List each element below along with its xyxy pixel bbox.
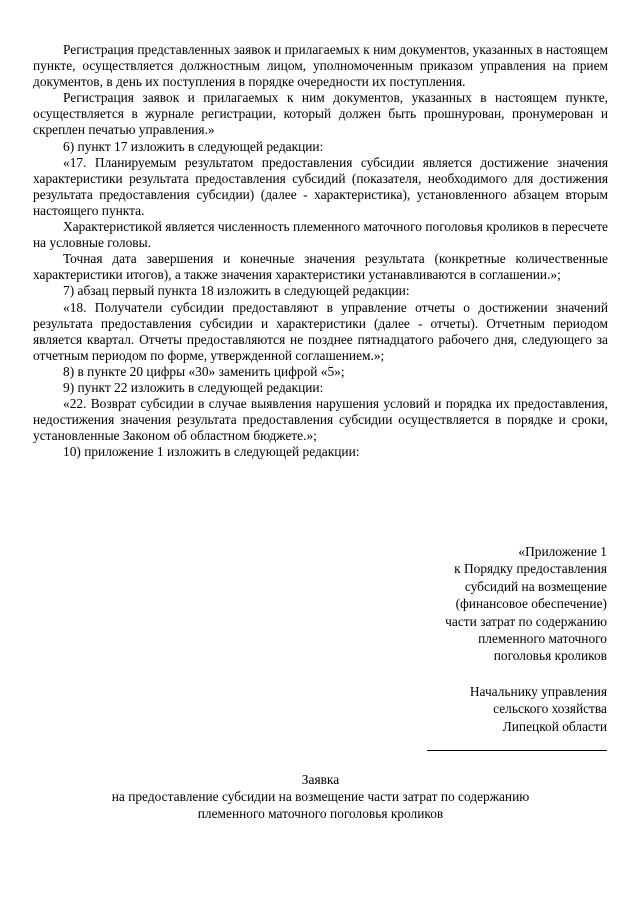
paragraph: 8) в пункте 20 цифры «30» заменить цифрой «5»; xyxy=(63,363,345,379)
request-subtitle-line: на предоставление субсидии на возмещение части затрат по содержанию xyxy=(111,788,530,804)
appendix-line: части затрат по содержанию xyxy=(445,613,607,629)
signature-underline xyxy=(427,750,607,751)
request-subtitle-line: племенного маточного поголовья кроликов xyxy=(197,805,444,821)
appendix-line: к Порядку предоставления xyxy=(454,561,607,577)
paragraph: «22. Возврат субсидии в случае выявления нарушения условий и порядка их предоставления, недостижения значения результата предоставления субсидии осуществляется в порядке и сроки, установленные Законом об областном бюджете.»; xyxy=(33,396,608,444)
appendix-line: «Приложение 1 xyxy=(518,544,607,559)
paragraph: Регистрация представленных заявок и прилагаемых к ним документов, указанных в настоящем пункте, осуществляется должностным лицом, уполномоченным приказом управления на прием документов, в день их поступления в порядке очередности их поступления. xyxy=(33,42,608,90)
addressee-line: Липецкой области xyxy=(502,718,607,734)
paragraph: 10) приложение 1 изложить в следующей редакции: xyxy=(63,444,360,460)
paragraph: 6) пункт 17 изложить в следующей редакции: xyxy=(63,138,324,154)
appendix-line: (финансовое обеспечение) xyxy=(455,596,607,612)
appendix-line: субсидий на возмещение xyxy=(464,578,607,594)
addressee-block xyxy=(347,683,607,735)
appendix-line: племенного маточного xyxy=(478,631,607,647)
paragraph: Регистрация заявок и прилагаемых к ним документов, указанных в настоящем пункте, осуществляется в журнале регистрации, который должен быть прошнурован, пронумерован и скреплен печатью управления.» xyxy=(33,90,608,138)
addressee-line: Начальнику управления xyxy=(469,684,607,699)
paragraph: «17. Планируемым результатом предоставления субсидии является достижение значения характеристики результата предоставления субсидий (показателя, необходимого для достижения результата предоставления субсидии) (далее - характеристика), установленного абзацем вторым настоящего пункта. xyxy=(33,154,608,218)
appendix-header xyxy=(347,543,607,665)
request-title: Заявка xyxy=(301,772,340,787)
paragraph: «18. Получатели субсидии предоставляют в управление отчеты о достижении значений результата предоставления субсидии и характеристики (далее - отчеты). Отчетным периодом является квартал. Отчеты предоставляются не позднее пятнадцатого рабочего дня, следующего за отчетным периодом по форме, утвержденной соглашением.»; xyxy=(33,299,608,363)
paragraph: 7) абзац первый пункта 18 изложить в следующей редакции: xyxy=(63,283,410,299)
paragraph: Точная дата завершения и конечные значения результата (конкретные количественные характеристики итогов), а также значения характеристики устанавливаются в соглашении.»; xyxy=(33,251,608,283)
addressee-line: сельского хозяйства xyxy=(493,701,607,717)
request-heading xyxy=(33,772,608,822)
paragraph: 9) пункт 22 изложить в следующей редакции: xyxy=(63,379,324,395)
appendix-line: поголовья кроликов xyxy=(493,648,607,664)
amendment-text xyxy=(33,42,608,460)
paragraph: Характеристикой является численность племенного маточного поголовья кроликов в пересчете на условные головы. xyxy=(33,219,608,251)
